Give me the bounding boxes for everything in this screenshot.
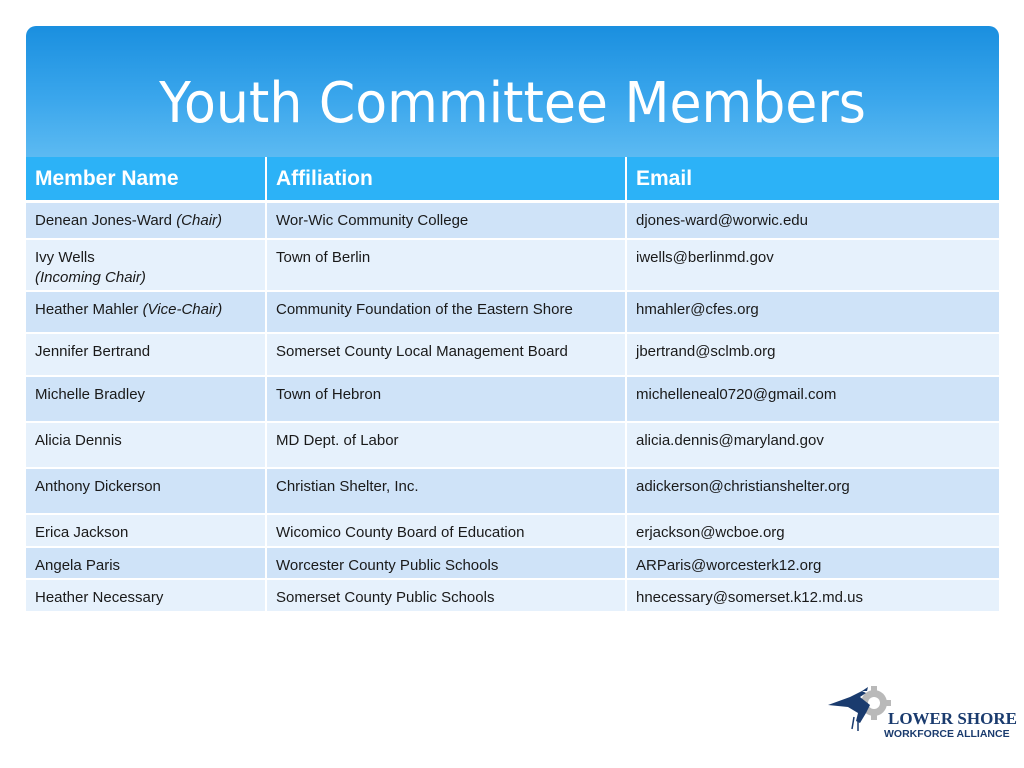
affiliation-cell: Christian Shelter, Inc. [266, 468, 626, 514]
affiliation-cell: Worcester County Public Schools [266, 547, 626, 579]
email-cell: michelleneal0720@gmail.com [626, 376, 999, 422]
affiliation-cell: MD Dept. of Labor [266, 422, 626, 468]
member-name-cell: Erica Jackson [26, 514, 266, 547]
table-header-row [26, 157, 999, 202]
table-row [26, 291, 999, 333]
member-name-cell: Michelle Bradley [26, 376, 266, 422]
member-name-cell: Heather Necessary [26, 579, 266, 612]
affiliation-cell: Wicomico County Board of Education [266, 514, 626, 547]
table-row [26, 468, 999, 514]
table-row [26, 333, 999, 376]
column-header-affiliation: Affiliation [266, 157, 626, 202]
title-banner [26, 26, 999, 157]
member-name-cell [26, 239, 266, 291]
email-cell: erjackson@wcboe.org [626, 514, 999, 547]
affiliation-cell: Community Foundation of the Eastern Shore [266, 291, 626, 333]
table-row [26, 422, 999, 468]
email-cell: djones-ward@worwic.edu [626, 202, 999, 239]
member-name-cell: Anthony Dickerson [26, 468, 266, 514]
table-row [26, 376, 999, 422]
member-name-cell: Alicia Dennis [26, 422, 266, 468]
email-cell: alicia.dennis@maryland.gov [626, 422, 999, 468]
member-name: Heather Mahler [35, 300, 139, 318]
member-name-cell: Jennifer Bertrand [26, 333, 266, 376]
affiliation-cell: Town of Hebron [266, 376, 626, 422]
member-role: (Incoming Chair) [35, 268, 146, 286]
members-table [26, 157, 999, 613]
member-role: (Vice-Chair) [142, 300, 223, 318]
member-name-cell [26, 202, 266, 239]
affiliation-cell: Wor-Wic Community College [266, 202, 626, 239]
page-title: Youth Committee Members [159, 71, 866, 136]
logo-text-primary: LOWER SHORE [888, 709, 1017, 728]
table-row [26, 547, 999, 579]
email-cell: jbertrand@sclmb.org [626, 333, 999, 376]
heron-gear-icon [826, 683, 892, 733]
affiliation-cell: Somerset County Public Schools [266, 579, 626, 612]
table-row [26, 202, 999, 239]
member-name: Denean Jones-Ward [35, 212, 173, 229]
affiliation-cell: Somerset County Local Management Board [266, 333, 626, 376]
logo-text-secondary: WORKFORCE ALLIANCE [884, 728, 1010, 740]
email-cell: ARParis@worcesterk12.org [626, 547, 999, 579]
member-name-cell: Angela Paris [26, 547, 266, 579]
table-row [26, 579, 999, 612]
email-cell: hnecessary@somerset.k12.md.us [626, 579, 999, 612]
email-cell: hmahler@cfes.org [626, 291, 999, 333]
email-cell: iwells@berlinmd.gov [626, 239, 999, 291]
table-row [26, 514, 999, 547]
table-row [26, 239, 999, 291]
member-name: Ivy Wells [35, 248, 95, 266]
affiliation-cell: Town of Berlin [266, 239, 626, 291]
member-name-cell [26, 291, 266, 333]
column-header-email: Email [626, 157, 999, 202]
column-header-member-name: Member Name [26, 157, 266, 202]
member-role: (Chair) [176, 212, 223, 229]
email-cell: adickerson@christianshelter.org [626, 468, 999, 514]
lower-shore-logo [826, 683, 1017, 745]
